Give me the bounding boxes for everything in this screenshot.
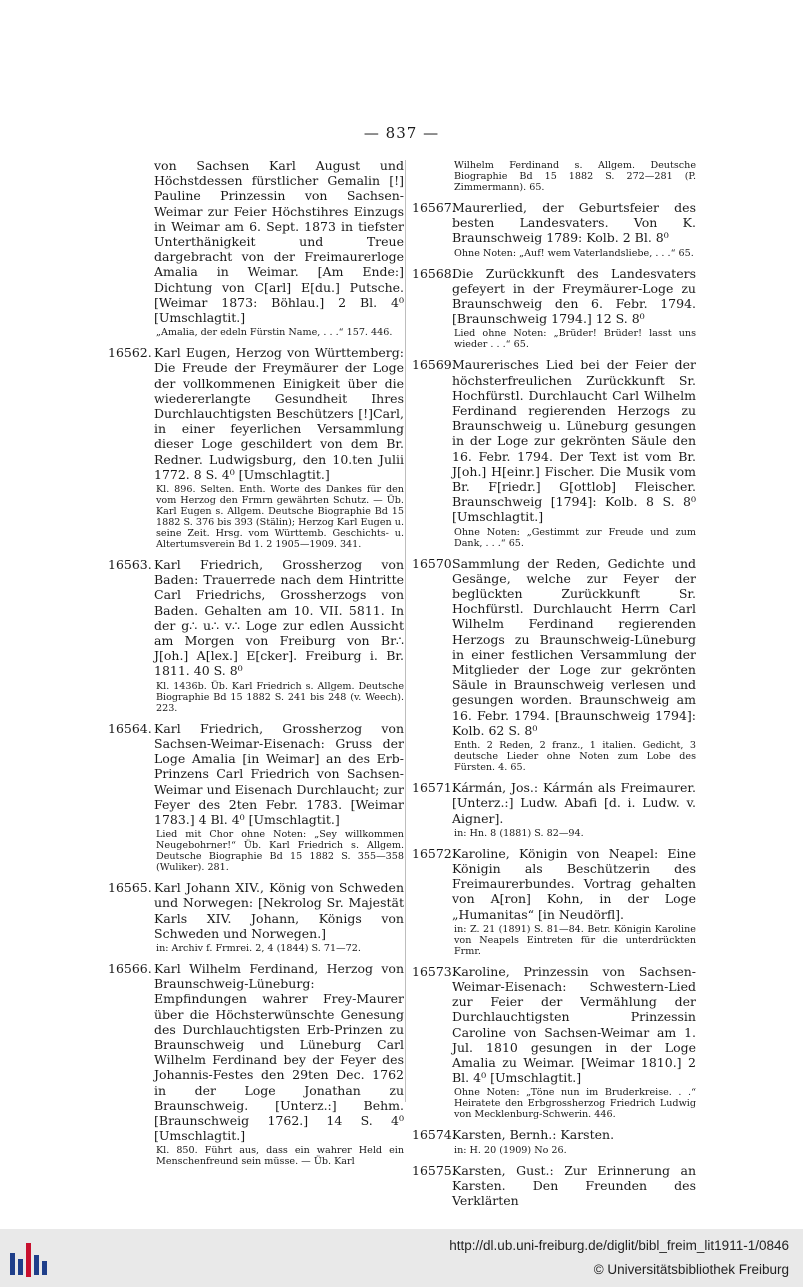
footer-url[interactable]: http://dl.ub.uni-freiburg.de/diglit/bibl_freim_lit1911-1/0846 [449, 1238, 789, 1253]
entry-text: Karl Eugen, Herzog von Württemberg: Die Freude der Freymäurer der Loge der vollkommenen Einigkeit über die wiedererlangte Gesundheit Ihres Durchlauchtigsten Beschützers [!]Carl, in einer feyerlichen Versammlung dieser Loge geschildert von dem Br. Redner. Ludwigsburg, den 10.ten Julii 1772. 8 S. 4⁰ [Umschlagtit.] [154, 345, 404, 482]
entry-note: Kl. 850. Führt aus, dass ein wahrer Held ein Menschenfreund sein müsse. — Üb. Karl [156, 1145, 404, 1168]
bibliography-entry [412, 200, 696, 259]
entry-number: 16568. [412, 265, 456, 281]
entry-number: 16564. [108, 720, 152, 736]
entry-text: Karsten, Gust.: Zur Erinnerung an Karsten. Den Freunden des Verklärten [452, 1162, 696, 1208]
entry-note: Enth. 2 Reden, 2 franz., 1 italien. Gedicht, 3 deutsche Lieder ohne Noten zum Lobe des Fürsten. 4. 65. [454, 740, 696, 774]
entry-number: 16575. [412, 1162, 456, 1178]
entry-note: in: Z. 21 (1891) S. 81—84. Betr. Königin Karoline von Neapels Eintreten für die unterdrückten Frmr. [454, 923, 696, 957]
bibliography-entry [412, 266, 696, 351]
footer-copyright: © Universitätsbibliothek Freiburg [593, 1262, 789, 1277]
bibliography-entry [108, 721, 404, 873]
bibliography-entry [108, 961, 404, 1167]
entry-number: 16569. [412, 357, 456, 373]
entry-number: 16566. [108, 960, 152, 976]
entry-text: Karl Wilhelm Ferdinand, Herzog von Braunschweig-Lüneburg: Empfindungen wahrer Frey-Maurer über die Höchsterwünschte Genesung des Durchlauchtigsten Erb-Prinzen zu Braunschweig und Lüneburg Carl Wilhelm Ferdinand bey der Feyer des Johannis-Festes den 29ten Dec. 1762 in der Loge Jonathan zu Braunschweig. [Unterz.:] Behm. [Braunschweig 1762.] 14 S. 4⁰ [Umschlagtit.] [154, 960, 404, 1144]
right-column [412, 158, 696, 1215]
entry-text: Karl Johann XIV., König von Schweden und Norwegen: [Nekrolog Sr. Majestät Karls XIV. Johann, Königs von Schweden und Norwegen.] [154, 880, 404, 941]
bibliography-entry [412, 160, 696, 193]
entry-text: Karsten, Bernh.: Karsten. [452, 1127, 615, 1143]
bibliography-entry [412, 1127, 696, 1155]
entry-note: in: Archiv f. Frmrei. 2, 4 (1844) S. 71—72. [156, 942, 361, 954]
bibliography-entry [412, 964, 696, 1121]
entry-text: Karl Friedrich, Grossherzog von Sachsen-Weimar-Eisenach: Gruss der Loge Amalia [in Weimar] an des Erb-Prinzens Carl Friedrich von Sachsen-Weimar und Eisenach Durchlaucht; zur Feyer des 2ten Febr. 1783. [Weimar 1783.] 4 Bl. 4⁰ [Umschlagtit.] [154, 720, 404, 827]
page-number: — 837 — [363, 124, 440, 142]
entry-number: 16574. [412, 1127, 456, 1143]
entry-number: 16571. [412, 780, 456, 796]
ub-freiburg-logo-icon [8, 1239, 48, 1281]
entry-note: Lied mit Chor ohne Noten: „Sey willkommen Neugebohrner!“ Üb. Karl Friedrich s. Allgem. Deutsche Biographie Bd 15 1882 S. 355—358 (Wuliker). 281. [156, 829, 404, 874]
entry-text: Karoline, Königin von Neapel: Eine Königin als Beschützerin des Freimaurerbundes. Vortrag gehalten von A[ron] Kohn, in der Loge „Humanitas“ [in Neudörfl]. [452, 845, 696, 922]
viewer-footer [0, 1229, 803, 1287]
entry-text: Sammlung der Reden, Gedichte und Gesänge, welche zur Feyer der beglückten Zurückkunft Sr. Hochfürstl. Durchlaucht Herrn Carl Wilhelm Ferdinand regierenden Herzogs zu Braunschweig-Lüneburg in einer festlichen Versammlung der Mitglieder der Loge zur gekrönten Säule in Braunschweig verlesen und gesungen worden. Braunschweig am 16. Febr. 1794. [Braunschweig 1794]: Kolb. 62 S. 8⁰ [452, 555, 696, 738]
entry-number: 16562. [108, 345, 152, 361]
entry-text: Kármán, Jos.: Kármán als Freimaurer. [Unterz.:] Ludw. Abafi [d. i. Ludw. v. Aigner]. [452, 780, 696, 826]
entry-text: Maurerisches Lied bei der Feier der höchsterfreulichen Zurückkunft Sr. Hochfürstl. Durchlaucht Carl Wilhelm Ferdinand regierenden Herzogs zu Braunschweig u. Lüneburg gesungen in der Loge zur gekrönten Säule den 16. Febr. 1794. Der Text ist vom Br. J[oh.] H[einr.] Fischer. Die Musik vom Br. F[riedr.] G[ottlob] Fleischer. Braunschweig [1794]: Kolb. 8 S. 8⁰ [Umschlagtit.] [452, 357, 696, 525]
entry-note: in: H. 20 (1909) No 26. [454, 1144, 567, 1156]
bibliography-entry [412, 1163, 696, 1209]
entry-note: Kl. 1436b. Üb. Karl Friedrich s. Allgem. Deutsche Biographie Bd 15 1882 S. 241 bis 248 (v. Weech). 223. [156, 680, 404, 714]
entry-number: 16565. [108, 880, 152, 896]
entry-note: Ohne Noten: „Auf! wem Vaterlandsliebe, . . .“ 65. [454, 247, 694, 259]
entry-number: 16567. [412, 200, 456, 215]
bibliography-entry [412, 556, 696, 773]
entry-text: Karl Friedrich, Grossherzog von Baden: Trauerrede nach dem Hintritte Carl Friedrichs, Grossherzogs von Baden. Gehalten am 10. VII. 5811. In der g∴ u∴ v∴ Loge zur edlen Aussicht am Morgen von Freiburg von Br∴ J[oh.] A[lex.] E[cker]. Freiburg i. Br. 1811. 40 S. 8⁰ [154, 557, 404, 679]
bibliography-entry [412, 357, 696, 548]
entry-note: „Amalia, der edeln Fürstin Name, . . .“ 157. 446. [156, 327, 393, 339]
bibliography-entry [412, 780, 696, 839]
entry-text: Karoline, Prinzessin von Sachsen-Weimar-Eisenach: Schwestern-Lied zur Feier der Vermählung der Durchlauchtigsten Prinzessin Caroline von Sachsen-Weimar am 1. Jul. 1810 gesungen in der Loge Amalia zu Weimar. [Weimar 1810.] 2 Bl. 4⁰ [Umschlagtit.] [452, 963, 696, 1086]
entry-number: 16563. [108, 557, 152, 573]
bibliography-entry [108, 158, 404, 338]
entry-number: 16573. [412, 963, 456, 979]
entry-number: 16570. [412, 555, 456, 571]
column-divider [405, 160, 406, 1102]
bibliography-entry [108, 557, 404, 714]
entry-note: in: Hn. 8 (1881) S. 82—94. [454, 827, 584, 839]
bibliography-entry [108, 345, 404, 550]
bibliography-entry [412, 846, 696, 957]
entry-note: Ohne Noten: „Töne nun im Bruderkreise. . .“ Heiratete den Erbgrossherzog Friedrich Ludwig von Mecklenburg-Schwerin. 446. [454, 1087, 696, 1121]
entry-note: Kl. 896. Selten. Enth. Worte des Dankes für den vom Herzog den Frmrn gewährten Schutz. — Üb. Karl Eugen s. Allgem. Deutsche Biographie Bd 15 1882 S. 376 bis 393 (Stälin); Herzog Karl Eugen u. seine Zeit. Hrsg. vom Württemb. Geschichts- u. Altertumsverein Bd 1. 2 1905—1909. 341. [156, 484, 404, 551]
left-column [108, 158, 404, 1174]
entry-note: Wilhelm Ferdinand s. Allgem. Deutsche Biographie Bd 15 1882 S. 272—281 (P. Zimmermann). 65. [454, 160, 696, 193]
entry-number: 16572. [412, 845, 456, 861]
entry-note: Ohne Noten: „Gestimmt zur Freude und zum Dank, . . .“ 65. [454, 526, 696, 549]
bibliography-entry [108, 880, 404, 954]
entry-text: von Sachsen Karl August und Höchstdessen fürstlicher Gemalin [!] Pauline Prinzessin von Sachsen-Weimar zur Feier Höchstihres Einzugs in Weimar am 6. Sept. 1873 in tiefster Unterthänigkeit und Treue dargebracht von der Freimaurerloge Amalia in Weimar. [Am Ende:] Dichtung von C[arl] E[du.] Putsche. [Weimar 1873: Böhlau.] 2 Bl. 4⁰ [Umschlagtit.] [154, 158, 404, 326]
entry-text: Maurerlied, der Geburtsfeier des besten Landesvaters. Von K. Braunschweig 1789: Kolb. 2 Bl. 8⁰ [452, 200, 696, 246]
entry-text: Die Zurückkunft des Landesvaters gefeyert in der Freymäurer-Loge zu Braunschweig den 6. Febr. 1794. [Braunschweig 1794.] 12 S. 8⁰ [452, 265, 696, 327]
entry-note: Lied ohne Noten: „Brüder! Brüder! lasst uns wieder . . .“ 65. [454, 328, 696, 351]
